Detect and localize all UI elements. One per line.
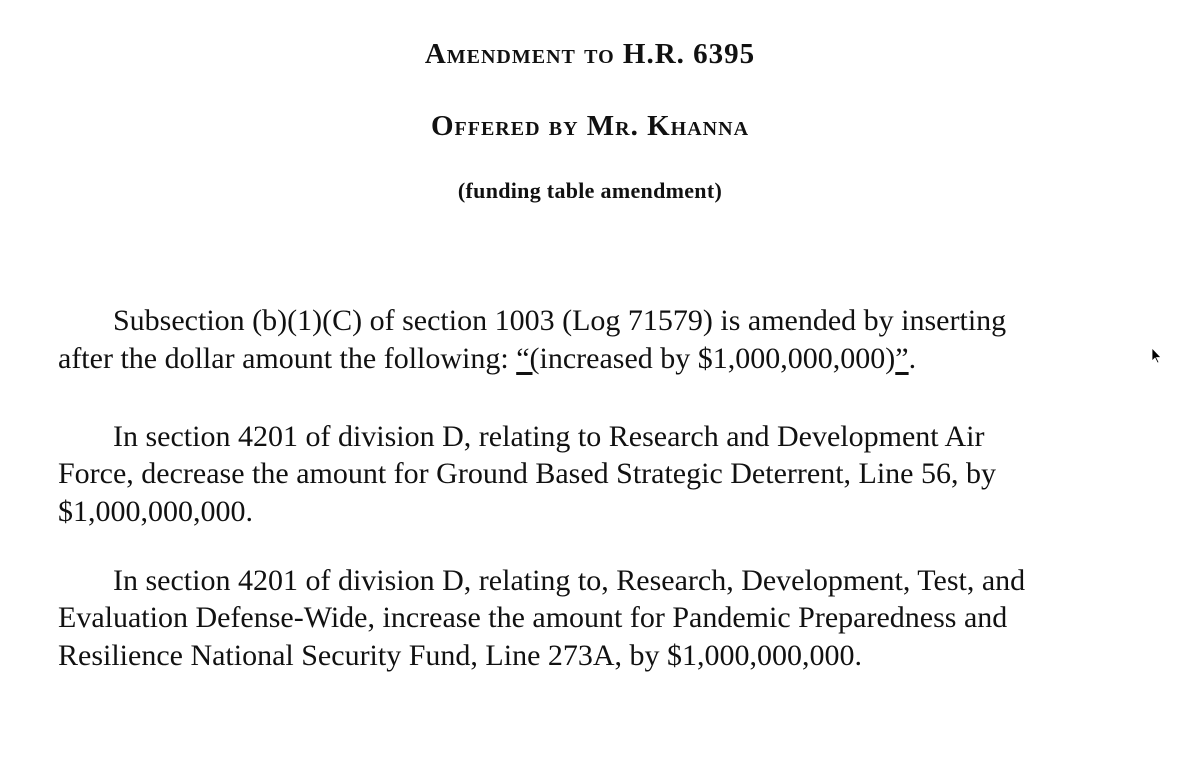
paragraph-line: In section 4201 of division D, relating to, Research, Development, Test, and: [113, 564, 1026, 597]
mouse-pointer-icon: [1151, 347, 1163, 370]
paragraph-line: Subsection (b)(1)(C) of section 1003 (Log 71579) is amended by inserting: [113, 304, 1007, 337]
amendment-subtitle: (funding table amendment): [457, 178, 723, 203]
offered-by: Offered by Mr. Khanna: [430, 110, 750, 142]
paragraph-line: Resilience National Security Fund, Line 273A, by $1,000,000,000.: [58, 639, 863, 672]
paragraph-line: Force, decrease the amount for Ground Based Strategic Deterrent, Line 56, by: [58, 457, 996, 490]
paragraph-line: [58, 341, 916, 377]
open-quote: “(: [516, 342, 540, 375]
paragraph-line: $1,000,000,000.: [58, 495, 253, 528]
text: after the dollar amount the following:: [58, 342, 517, 375]
paragraph-line: Evaluation Defense-Wide, increase the amount for Pandemic Preparedness and: [58, 601, 1008, 634]
close-quote: ”: [895, 342, 909, 375]
paragraph-line: In section 4201 of division D, relating to Research and Development Air: [113, 420, 985, 453]
amendment-title: Amendment to H.R. 6395: [424, 38, 756, 70]
period: .: [908, 342, 917, 375]
inserted-text: increased by $1,000,000,000): [539, 342, 896, 375]
